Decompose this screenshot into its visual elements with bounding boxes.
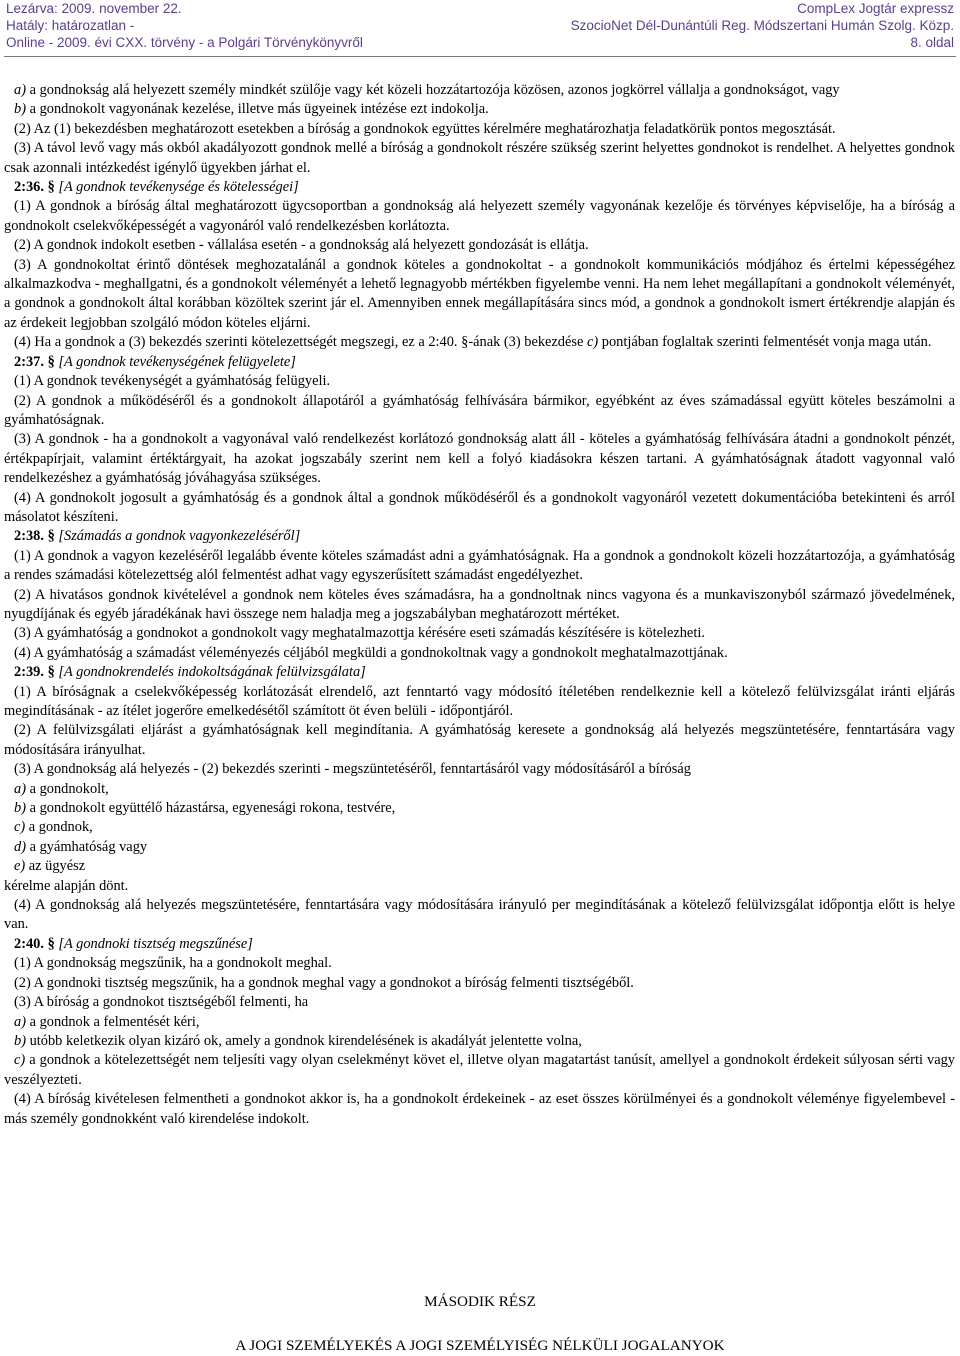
list-item-text: utóbb keletkezik olyan kizáró ok, amely a gondnok kirendelésének is akadályát jelentette volna, — [26, 1032, 582, 1049]
section-title: [A gondnok tevékenységének felügyelete] — [58, 353, 296, 370]
paragraph: (4) A gondnokolt jogosult a gyámhatóság és a gondnok által a gondnok működéséről és a gondnokolt vagyonáról vezetett dokumentációba betekinteni és arról másolatot készíteni. — [4, 489, 955, 525]
paragraph-text: a gondnokolt vagyonának kezelése, illetve más ügyeinek intézése ezt indokolja. — [26, 101, 489, 118]
document-body — [4, 81, 955, 1129]
list-item-text: a gondnok, — [25, 819, 93, 836]
section-symbol: § — [47, 528, 55, 545]
list-letter: d) — [14, 838, 26, 855]
list-letter: b) — [14, 1032, 26, 1049]
paragraph — [4, 333, 955, 352]
list-letter: c) — [14, 819, 26, 836]
paragraph: (3) A bíróság a gondnokot tisztségéből felmenti, ha — [14, 994, 309, 1011]
header-right — [571, 0, 954, 51]
paragraph: (2) A gondnok indokolt esetben - vállalása esetén - a gondnokság alá helyezett gondozását is ellátja. — [14, 237, 589, 254]
list-letter: c) — [586, 334, 599, 351]
paragraph — [4, 100, 955, 119]
list-item-text: a gondnok a kötelezettségét nem teljesíti vagy olyan cselekményt követ el, illetve olyan magatartást tanúsít, amellyel a gondnokolt érdekeit súlyosan sérti vagy veszélyezteti. — [4, 1052, 955, 1088]
section-symbol: § — [47, 179, 55, 196]
header-divider — [4, 56, 956, 57]
paragraph: (1) A gondnok a vagyon kezeléséről legalább évente köteles számadást adni a gyámhatóságnak. Ha a gondnok a gondnokolt közeli hozzátartozója, a gyámhatóság a rendes számadási kötelezettség alól felmentést adhat vagy egyszerűsített számadást engedélyezhet. — [4, 547, 955, 584]
page-number: 8. oldal — [910, 35, 954, 50]
organization-name: SzocioNet Dél-Dunántúli Reg. Módszertani Humán Szolg. Közp. — [570, 18, 954, 33]
paragraph: (4) A gondnokság alá helyezés megszüntetésére, fenntartására vagy módosítására irányuló per megindításának a kötelező felülvizsgálat időpontja előtt is helye van. — [4, 897, 955, 933]
header-left — [6, 0, 363, 51]
section-number: 2:38. — [14, 528, 44, 545]
list-item-text: a gondnokolt, — [26, 780, 109, 797]
list-item — [4, 1013, 955, 1032]
paragraph: (3) A gondnokoltat érintő döntések meghozatalánál a gondnok köteles a gondnokoltat - a gondnokolt kommunikációs módjához és értelmi képességéhez alkalmazkodva - meghallgatni, és a gondnokolt véleményét a lehető legnagyobb mértékben figyelembe venni. Ha nem lehet megállapítani a gondnokolt véleményét, a gondnok a gondnokolt által korábban közöltek szerint jár el. Amennyiben ennek megállapítására sincs mód, a gondnok a gondnokolt ismert értékrendje alapján és az érdekeit legjobban szolgáló módon köteles eljárni. — [4, 256, 955, 331]
list-letter: a) — [14, 1013, 26, 1030]
section-title: [Számadás a gondnok vagyonkezeléséről] — [58, 528, 301, 545]
online-source: Online - 2009. évi CXX. törvény - a Polgári Törvénykönyvről — [6, 35, 363, 50]
effect-date: Hatály: határozatlan - — [6, 18, 135, 33]
section-symbol: § — [47, 935, 55, 952]
section-heading — [4, 527, 955, 546]
paragraph: (2) A hivatásos gondnok kivételével a gondnok nem köteles éves számadásra, ha a gondnoltnak nincs vagyona és a munkaviszonyból származó jövedelmének, nyugdíjának és egyéb járadékának havi összege nem haladja meg a jogszabályban meghatározott mértéket. — [4, 586, 955, 622]
section-number: 2:36. — [14, 179, 44, 196]
list-item-text: az ügyész — [25, 858, 86, 875]
section-heading — [4, 178, 955, 197]
paragraph: (2) A felülvizsgálati eljárást a gyámhatóságnak kell megindítania. A gyámhatóság keresete a gondnokság alá helyezés megszüntetésére, fenntartására vagy módosítására irányulhat. — [4, 722, 955, 758]
paragraph-text: (4) Ha a gondnok a (3) bekezdés szerinti kötelezettségét megszegi, ez a 2:40. §-ának (3) bekezdése — [14, 334, 587, 351]
section-heading — [4, 353, 955, 372]
paragraph: (1) A gondnokság megszűnik, ha a gondnokolt meghal. — [14, 955, 332, 972]
paragraph — [4, 81, 955, 100]
section-title: [A gondnoki tisztség megszűnése] — [58, 935, 253, 952]
section-title: [A gondnokrendelés indokoltságának felülvizsgálata] — [58, 664, 366, 681]
list-letter: a) — [14, 82, 26, 98]
section-symbol: § — [47, 664, 55, 681]
list-item — [4, 1032, 955, 1051]
page-header — [0, 0, 960, 64]
section-number: 2:39. — [14, 664, 44, 681]
list-letter: e) — [14, 858, 26, 875]
paragraph-text: a gondnokság alá helyezett személy mindkét szülője vagy két közeli hozzátartozója közösen, azonos jogkörrel vállalja a gondnokságot, vagy — [26, 82, 840, 98]
list-letter: a) — [14, 780, 26, 797]
paragraph: (1) A gondnok tevékenységét a gyámhatóság felügyeli. — [14, 373, 331, 390]
app-name: CompLex Jogtár expressz — [797, 1, 954, 16]
paragraph: (4) A bíróság kivételesen felmentheti a gondnokot akkor is, ha a gondnokolt érdekeinek - az eset összes körülményei és a gondnokolt véleménye figyelembevel - más személy gondnokként való kirendelése indokolt. — [4, 1091, 955, 1127]
section-heading — [4, 663, 955, 682]
paragraph: (1) A gondnok a bíróság által meghatározott ügycsoportban a gondnokság alá helyezett személy vagyonának kezelője és törvényes képviselője, ha a bíróság a gondnokolt cselekvőképességét a vagyonáról való rendelkezésben korlátozta. — [4, 198, 955, 234]
closed-date: Lezárva: 2009. november 22. — [6, 1, 182, 16]
list-item — [4, 838, 955, 857]
paragraph: (4) A gyámhatóság a számadást véleményezés céljából megküldi a gondnokoltnak vagy a gondnokolt meghatalmazottjának. — [14, 644, 728, 661]
section-number: 2:40. — [14, 935, 44, 952]
list-item — [4, 1051, 955, 1090]
paragraph: (3) A gyámhatóság a gondnokot a gondnokolt vagy meghatalmazottja kérésére eseti számadás készítésére is kötelezheti. — [14, 625, 705, 642]
list-letter: b) — [14, 800, 26, 817]
paragraph: (3) A távol levő vagy más okból akadályozott gondnok mellé a bíróság a gondnokolt részére szükség szerint helyettes gondnokot is rendelhet. A helyettes gondnok csak azonnali intézkedést igénylő ügyekben járhat el. — [4, 140, 955, 176]
paragraph: (3) A gondnokság alá helyezés - (2) bekezdés szerinti - megszüntetéséről, fenntartásáról vagy módosításáról a bíróság — [14, 761, 691, 778]
part-subheading: A JOGI SZEMÉLYEKÉS A JOGI SZEMÉLYISÉG NÉLKÜLI JOGALANYOK — [235, 1337, 725, 1354]
list-letter: c) — [14, 1052, 26, 1069]
section-heading — [4, 935, 955, 954]
list-item — [4, 780, 955, 799]
section-title: [A gondnok tevékenysége és kötelességei] — [58, 179, 299, 196]
list-item — [4, 857, 955, 876]
list-item-text: a gondnokolt együttélő házastársa, egyenesági rokona, testvére, — [26, 800, 396, 817]
list-item — [4, 799, 955, 818]
list-item — [4, 818, 955, 837]
list-item-text: a gondnok a felmentését kéri, — [26, 1013, 200, 1030]
part-heading: MÁSODIK RÉSZ — [424, 1293, 536, 1310]
list-letter: b) — [14, 101, 26, 118]
paragraph: (2) Az (1) bekezdésben meghatározott esetekben a bíróság a gondnokok együttes kérelmére meghatározhatja feladatkörük pontos megosztását. — [14, 120, 836, 137]
list-item-text: a gyámhatóság vagy — [26, 838, 148, 855]
paragraph-text: pontjában foglaltak szerinti felmentését vonja maga után. — [598, 334, 932, 351]
paragraph: (2) A gondnoki tisztség megszűnik, ha a gondnok meghal vagy a gondnokot a bíróság felmenti tisztségéből. — [14, 974, 634, 991]
paragraph: (2) A gondnok a működéséről és a gondnokolt állapotáról a gyámhatóság felhívására bármikor, egyébként az éves számadással együtt köteles beszámolni a gyámhatóságnak. — [4, 392, 955, 428]
paragraph: kérelme alapján dönt. — [4, 877, 129, 894]
section-symbol: § — [47, 353, 55, 370]
section-number: 2:37. — [14, 353, 44, 370]
paragraph: (3) A gondnok - ha a gondnokolt a vagyonával való rendelkezést korlátozó gondnokság alatt áll - köteles a gyámhatóság felhívására átadni a gondnokolt pénzét, értékpapírjait, valamint értéktárgyait, ha azokat jogszabály szerint nem kell a folyó kiadásokra készen tartani. A gyámhatóságnak átadott vagyonnal való rendelkezéshez a gyámhatóság jóváhagyása szükséges. — [4, 431, 955, 487]
paragraph: (1) A bíróságnak a cselekvőképesség korlátozását elrendelő, azt fenntartó vagy módosító ítéletében rendelkeznie kell a kötelező felülvizsgálat iránti eljárás megindításának - az ítélet jogerőre emelkedésétől számított öt éven belüli - időpontjáról. — [4, 683, 955, 719]
